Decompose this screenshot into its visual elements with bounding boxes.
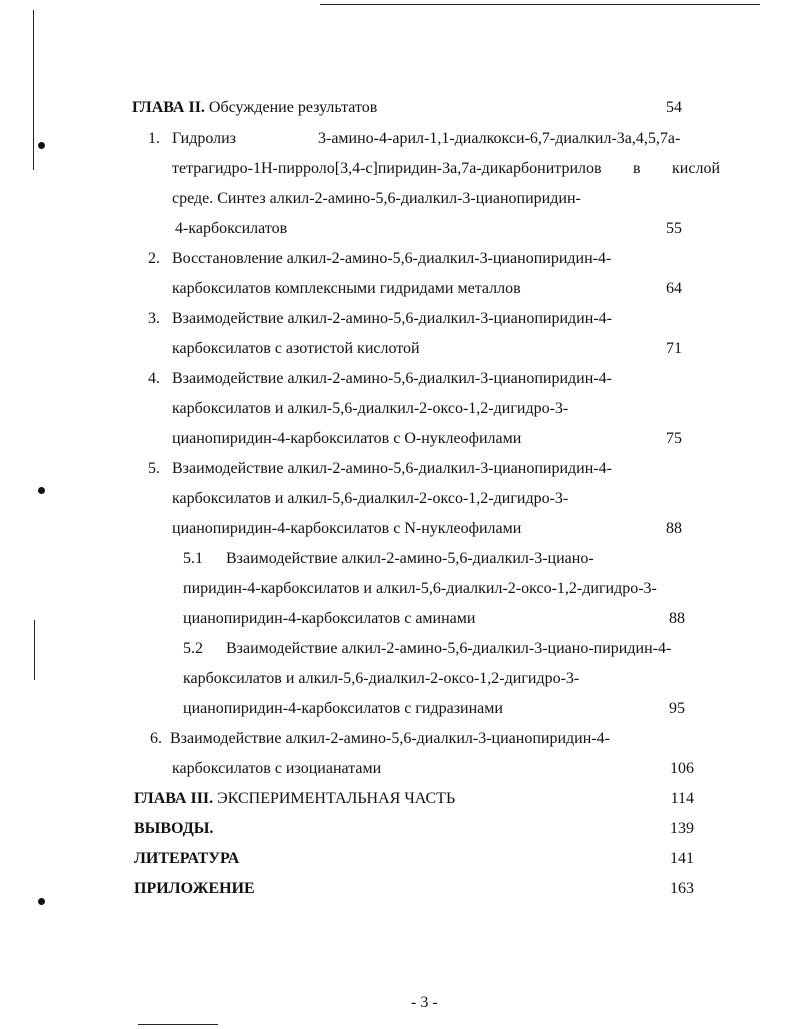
section-title-line: 4-карбоксилатов [175,220,288,237]
toc-page-number: 88 [669,610,685,627]
toc-page-number: 141 [670,850,694,867]
section-title-line: 3-амино-4-арил-1,1-диалкокси-6,7-диалкил-3а,4,5,7а- [318,130,681,147]
section-title-line: Взаимодействие алкил-2-амино-5,6-диалкил-3-цианопиридин-4- [172,370,612,387]
toc-appendix[interactable]: ПРИЛОЖЕНИЕ [134,880,255,897]
toc-page-number: 88 [666,520,682,537]
section-title-line: Взаимодействие алкил-2-амино-5,6-диалкил-3-циано-пиридин-4- [226,640,672,657]
section-title-line: карбоксилатов и алкил-5,6-диалкил-2-оксо-1,2-дигидро-3- [172,490,569,507]
chapter-label: ГЛАВА III. [134,790,214,807]
section-title-word: Гидролиз [172,130,236,147]
section-number: 4. [148,370,160,387]
section-title-line: пиридин-4-карбоксилатов и алкил-5,6-диалкил-2-оксо-1,2-дигидро-3- [183,580,657,597]
toc-page-number: 163 [670,880,694,897]
top-rule [320,4,760,5]
chapter-title: ЭКСПЕРИМЕНТАЛЬНАЯ ЧАСТЬ [213,790,456,807]
toc-page-number: 64 [666,280,682,297]
section-number: 5. [148,460,160,477]
section-number: 3. [148,310,160,327]
section-title-line: среде. Синтез алкил-2-амино-5,6-диалкил-3-цианопиридин- [172,190,581,207]
chapter-title: Обсуждение результатов [204,99,378,116]
section-number: 6. [150,730,162,747]
toc-page-number: 139 [670,820,694,837]
toc-page-number: 75 [666,430,682,447]
section-title-line: цианопиридин-4-карбоксилатов с гидразинами [183,700,503,717]
subsection-number: 5.1 [183,550,203,567]
chapter-label: ГЛАВА II. [132,99,205,116]
section-title-line: цианопиридин-4-карбоксилатов с O-нуклеофилами [172,430,522,447]
toc-page-number: 55 [666,220,682,237]
section-number: 1. [148,130,160,147]
left-margin-line-lower [34,620,35,680]
section-title-line: цианопиридин-4-карбоксилатов с аминами [183,610,476,627]
toc-page-number: 95 [669,700,685,717]
bottom-rule [138,1024,218,1025]
section-title-line [172,159,720,179]
toc-literature[interactable]: ЛИТЕРАТУРА [134,850,240,867]
section-title-line: карбоксилатов и алкил-5,6-диалкил-2-оксо-1,2-дигидро-3- [183,670,580,687]
toc-page-number: 114 [670,790,694,807]
toc-chapter-3[interactable] [134,789,455,809]
page-number-footer: - 3 - [411,994,438,1011]
section-title-line: карбоксилатов с азотистой кислотой [172,340,420,357]
section-title-line: карбоксилатов с изоцианатами [172,760,382,777]
binder-hole-mark [38,898,45,905]
section-title-line: Взаимодействие алкил-2-амино-5,6-диалкил-3-цианопиридин-4- [172,460,612,477]
toc-conclusions[interactable]: ВЫВОДЫ. [134,820,214,837]
toc-page-number: 54 [666,99,682,116]
section-number: 2. [148,250,160,267]
subsection-number: 5.2 [183,640,203,657]
section-title-line: цианопиридин-4-карбоксилатов с N-нуклеофилами [172,520,522,537]
toc-page-number: 106 [670,760,694,777]
section-title-line: Восстановление алкил-2-амино-5,6-диалкил-3-цианопиридин-4- [172,250,612,267]
section-title-line: Взаимодействие алкил-2-амино-5,6-диалкил-3-цианопиридин-4- [170,730,610,747]
toc-chapter-2[interactable] [132,98,377,118]
section-title-line: Взаимодействие алкил-2-амино-5,6-диалкил-3-циано- [226,550,594,567]
binder-hole-mark [38,142,45,149]
toc-page-number: 71 [666,340,682,357]
section-title-line: карбоксилатов комплексными гидридами металлов [172,280,521,297]
section-title-line: Взаимодействие алкил-2-амино-5,6-диалкил-3-цианопиридин-4- [172,310,612,327]
section-title-fragment: в [633,160,641,177]
left-margin-line [33,10,34,170]
section-title-fragment: тетрагидро-1H-пирроло[3,4-с]пиридин-3а,7а-дикарбонитрилов [172,160,602,177]
section-title-fragment: кислой [672,160,720,177]
section-title-line: карбоксилатов и алкил-5,6-диалкил-2-оксо-1,2-дигидро-3- [172,400,569,417]
binder-hole-mark [38,487,45,494]
